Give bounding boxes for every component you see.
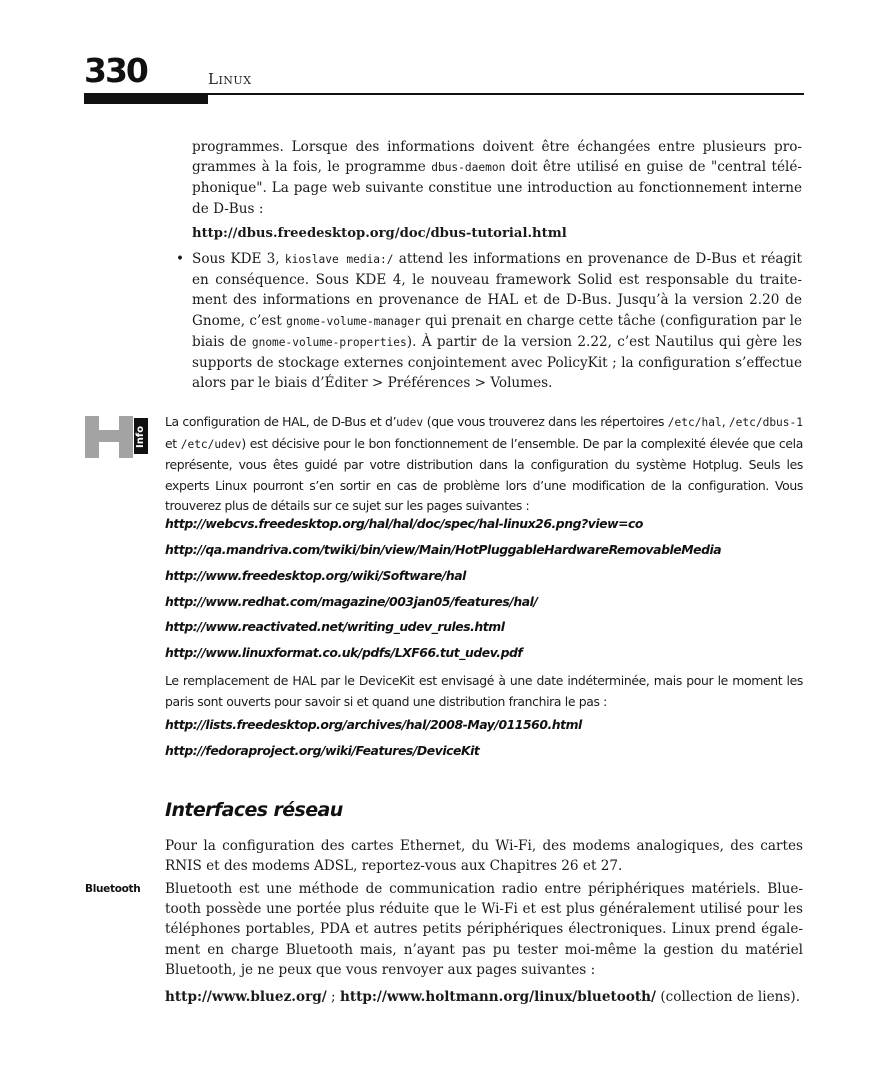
bluetooth-paragraph: Bluetooth est une méthode de communication radio entre périphériques matériels. Blue-tooth possède une portée plus réduite que le Wi-Fi et est plus généralement utilisé pour les téléphones portables, PDA et autres petits périphériques électroniques. Linux prend égale-ment en charge Bluetooth mais, n’ayant pas pu tester moi-même la gestion du matériel Bluetooth, je ne peux que vous renvoyer aux pages suivantes : bbox=[165, 881, 803, 978]
network-interfaces-paragraph: Pour la configuration des cartes Ethernet, du Wi-Fi, des modems analogiques, des cartes RNIS et des modems ADSL, reportez-vous aux Chapitres 26 et 27. bbox=[165, 838, 803, 875]
bluez-link[interactable]: http://www.bluez.org/ bbox=[165, 989, 327, 1005]
code-gnome-volume-properties: gnome-volume-properties bbox=[251, 335, 407, 349]
devicekit-link[interactable]: http://fedoraproject.org/wiki/Features/DeviceKit bbox=[165, 743, 480, 758]
info-text-c: , bbox=[721, 414, 729, 429]
page-number: 330 bbox=[84, 51, 147, 90]
info-tab bbox=[134, 418, 148, 454]
code-etc-hal: /etc/hal bbox=[667, 416, 722, 429]
intro-text-b: doit être utilisé en guise de "central télé-phonique". La page web suivante constitue une introduction au fonctionnement interne de D-Bus : bbox=[192, 159, 802, 217]
info-text-a: La configuration de HAL, de D-Bus et d’ bbox=[165, 414, 397, 429]
hal-link[interactable]: http://www.reactivated.net/writing_udev_rules.html bbox=[165, 619, 505, 634]
info-text-b: (que vous trouverez dans les répertoires bbox=[423, 414, 668, 429]
intro-text-a: programmes. Lorsque des informations doivent être échangées entre plusieurs pro-grammes à la fois, le programme bbox=[192, 139, 802, 176]
section-heading: Interfaces réseau bbox=[165, 799, 343, 821]
header-bar bbox=[84, 95, 208, 104]
bullet-text bbox=[192, 249, 802, 393]
dbus-tutorial-url: http://dbus.freedesktop.org/doc/dbus-tutorial.html bbox=[192, 226, 567, 241]
bullet-text-3: qui prenait en charge cette tâche (configuration par le biais de bbox=[192, 312, 803, 350]
info-tab-label: Info bbox=[135, 425, 146, 448]
devicekit-paragraph: Le remplacement de HAL par le DeviceKit est envisagé à une date indéterminée, mais pour le moment les paris sont ouverts pour savoir si et quand une distribution franchira le pas : bbox=[165, 673, 803, 709]
info-text-e: ) est décisive pour le bon fonctionnement de l’ensemble. De par la complexité élevée que cela représente, vous êtes guidé par votre distribution dans la configuration du système Hotplug. Seuls les experts Linux pourront s’en sortir en cas de problème lors d’une modification de la configuration. Vous trouverez plus de détails sur ce sujet sur les pages suivantes : bbox=[165, 435, 803, 514]
code-udev: udev bbox=[396, 416, 424, 429]
bluetooth-links-line bbox=[165, 987, 803, 1007]
code-gnome-volume-manager: gnome-volume-manager bbox=[286, 314, 421, 328]
code-kioslave: kioslave media:/ bbox=[284, 253, 394, 266]
hal-link[interactable]: http://www.freedesktop.org/wiki/Software/hal bbox=[165, 568, 466, 583]
code-etc-udev: /etc/udev bbox=[180, 437, 242, 451]
bullet-text-2: attend les informations en provenance de D-Bus et réagit en conséquence. Sous KDE 4, le nouveau framework Solid est responsable du traite-ment des informations en provenance de HAL et de D-Bus. Jusqu’à la version 2.20 de Gnome, c’est bbox=[192, 251, 802, 329]
bullet-dot: • bbox=[176, 251, 185, 267]
intro-paragraph bbox=[192, 137, 802, 219]
bullet-text-4: ). À partir de la version 2.22, c’est Nautilus qui gère les supports de stockage externes conjointement avec PolicyKit ; la configuration s’effectue alors par le biais d’Éditer > Préférences > Volumes. bbox=[192, 333, 802, 392]
hal-link[interactable]: http://www.linuxformat.co.uk/pdfs/LXF66.tut_udev.pdf bbox=[165, 645, 523, 660]
info-text-d: et bbox=[165, 435, 181, 451]
hal-link[interactable]: http://www.redhat.com/magazine/003jan05/features/hal/ bbox=[165, 594, 538, 609]
devicekit-link[interactable]: http://lists.freedesktop.org/archives/hal/2008-May/011560.html bbox=[165, 717, 582, 732]
info-paragraph bbox=[165, 412, 803, 517]
code-dbus-daemon: dbus-daemon bbox=[431, 161, 506, 175]
hal-link[interactable]: http://qa.mandriva.com/twiki/bin/view/Main/HotPluggableHardwareRemovableMedia bbox=[165, 542, 722, 557]
holtmann-link[interactable]: http://www.holtmann.org/linux/bluetooth/ bbox=[339, 989, 657, 1005]
margin-label-bluetooth: Bluetooth bbox=[85, 883, 141, 895]
hal-link[interactable]: http://webcvs.freedesktop.org/hal/hal/doc/spec/hal-linux26.png?view=co bbox=[165, 516, 643, 531]
links-tail: (collection de liens). bbox=[656, 989, 801, 1005]
link-separator: ; bbox=[326, 989, 340, 1005]
bullet-text-1: Sous KDE 3, bbox=[192, 251, 285, 267]
code-etc-dbus: /etc/dbus-1 bbox=[728, 416, 803, 429]
running-title: Linux bbox=[208, 70, 252, 88]
